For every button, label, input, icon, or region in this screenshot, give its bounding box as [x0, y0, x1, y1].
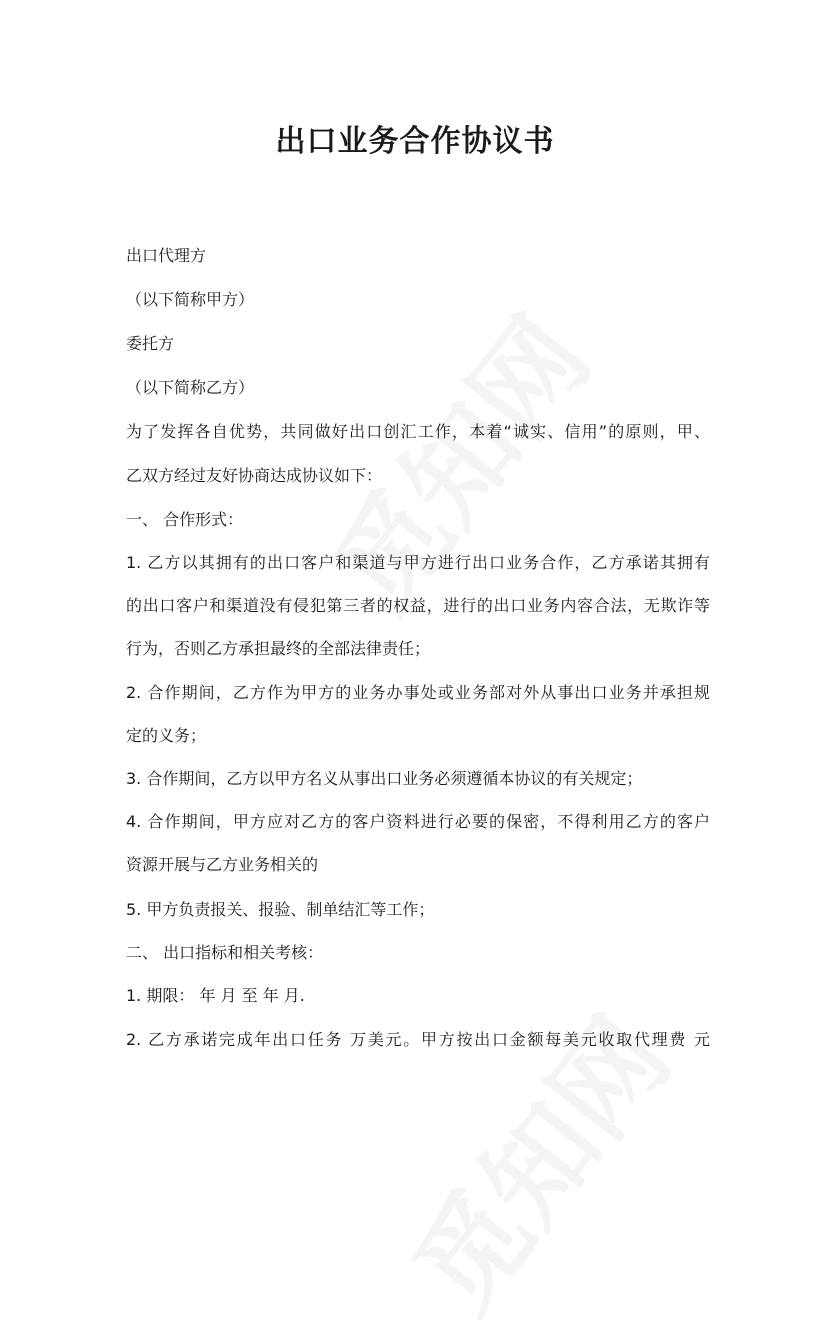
- party-a-label: 出口代理方: [126, 246, 207, 265]
- document-title: 出口业务合作协议书: [275, 124, 555, 159]
- clause-line: 5. 甲方负责报关、报验、制单结汇等工作；: [126, 900, 435, 919]
- clause-line: 1. 期限： 年 月 至 年 月.: [126, 986, 305, 1005]
- intro-paragraph-line: 乙双方经过友好协商达成协议如下：: [126, 466, 383, 485]
- clause-line: 资源开展与乙方业务相关的: [126, 855, 319, 874]
- clause-line: 2. 合作期间，乙方作为甲方的业务办事处或业务部对外从事出口业务并承担规: [126, 683, 710, 702]
- party-b-label: 委托方: [126, 334, 175, 353]
- clause-line: 的出口客户和渠道没有侵犯第三者的权益，进行的出口业务内容合法，无欺诈等: [126, 596, 710, 615]
- clause-line: 3. 合作期间，乙方以甲方名义从事出口业务必须遵循本协议的有关规定；: [126, 769, 643, 788]
- section-heading: 一、 合作形式：: [126, 510, 244, 529]
- clause-line: 2. 乙方承诺完成年出口任务 万美元。甲方按出口金额每美元收取代理费 元: [126, 1030, 710, 1049]
- clause-line: 4. 合作期间，甲方应对乙方的客户资料进行必要的保密，不得利用乙方的客户: [126, 812, 710, 831]
- clause-line: 行为，否则乙方承担最终的全部法律责任；: [126, 639, 431, 658]
- intro-paragraph-line: 为了发挥各自优势，共同做好出口创汇工作，本着“诚实、信用”的原则，甲、: [126, 422, 710, 441]
- party-b-note: （以下简称乙方）: [126, 378, 255, 397]
- party-a-note: （以下简称甲方）: [126, 290, 255, 309]
- clause-line: 定的义务；: [126, 726, 207, 745]
- clause-line: 1. 乙方以其拥有的出口客户和渠道与甲方进行出口业务合作，乙方承诺其拥有: [126, 553, 710, 572]
- section-heading: 二、 出口指标和相关考核：: [126, 943, 324, 962]
